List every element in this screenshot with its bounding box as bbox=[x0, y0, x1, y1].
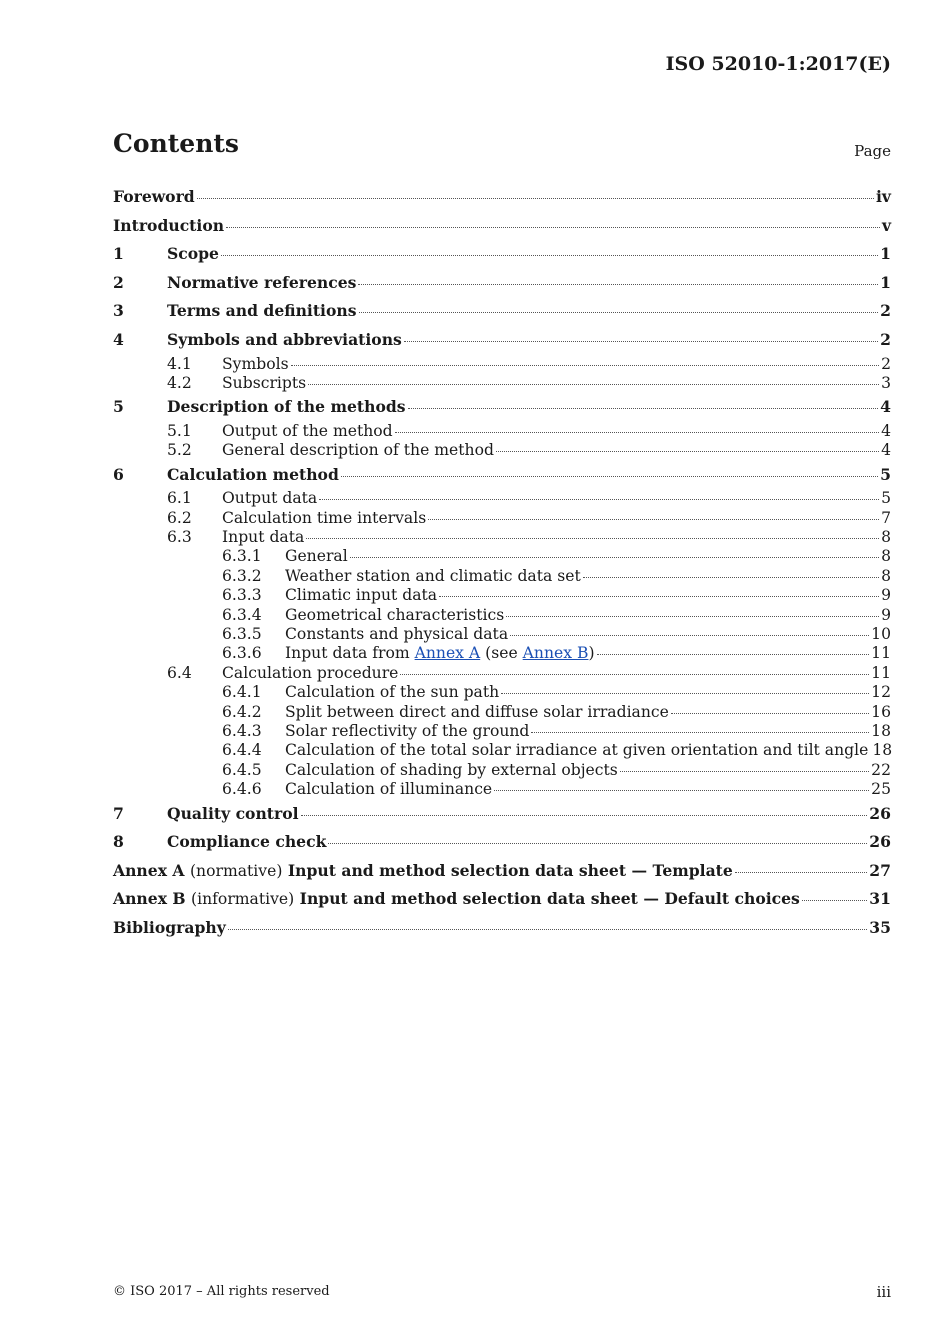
toc-entry[interactable] bbox=[113, 422, 891, 441]
toc-entry-number: 6.3.5 bbox=[222, 625, 262, 644]
toc-entry[interactable] bbox=[113, 212, 891, 241]
toc-entry[interactable] bbox=[113, 914, 891, 943]
toc-entry-title: Foreword bbox=[113, 187, 195, 206]
toc-entry[interactable] bbox=[113, 567, 891, 586]
toc-entry-title: Calculation time intervals bbox=[222, 508, 427, 527]
toc-entry-number: 7 bbox=[113, 803, 124, 823]
toc-entry[interactable] bbox=[113, 606, 891, 625]
toc-page-number: 3 bbox=[881, 373, 891, 392]
toc-page-number: 16 bbox=[871, 702, 891, 721]
toc-page-number: 1 bbox=[880, 272, 891, 292]
toc-entry-number: 6.4.5 bbox=[222, 760, 262, 779]
toc-entry-number: 1 bbox=[113, 244, 124, 264]
toc-entry[interactable] bbox=[113, 741, 891, 760]
toc-page-number: 11 bbox=[871, 663, 891, 682]
dot-leader bbox=[501, 692, 869, 694]
toc-entry-number: 6.4.1 bbox=[222, 683, 262, 702]
toc-page-number: 9 bbox=[881, 605, 891, 624]
toc-entry-title: Calculation of shading by external objects bbox=[285, 760, 618, 779]
toc-entry-title: Compliance check bbox=[167, 832, 327, 852]
toc-entry-number: 6.3.2 bbox=[222, 566, 262, 585]
toc-page-number: 26 bbox=[869, 832, 891, 852]
toc-entry-title: Normative references bbox=[167, 272, 357, 292]
toc-entry-number: 6.3.1 bbox=[222, 547, 262, 566]
toc-entry-title: Solar reflectivity of the ground bbox=[285, 722, 530, 740]
dot-leader bbox=[226, 226, 880, 228]
toc-entry-title: Output data bbox=[222, 489, 318, 508]
toc-entry[interactable] bbox=[113, 722, 891, 741]
dot-leader bbox=[404, 340, 878, 342]
toc-entry[interactable] bbox=[113, 586, 891, 605]
toc-entry-title: Input data bbox=[222, 528, 305, 547]
toc-entry[interactable] bbox=[113, 269, 891, 298]
dot-leader bbox=[428, 518, 879, 520]
dot-leader bbox=[620, 770, 869, 772]
dot-leader bbox=[359, 311, 879, 313]
toc-page-number: 5 bbox=[880, 464, 891, 484]
toc-page-number: 9 bbox=[881, 586, 891, 605]
toc-entry-number: 6.4.4 bbox=[222, 741, 262, 760]
dot-leader bbox=[228, 928, 868, 930]
toc-entry-number: 8 bbox=[113, 832, 124, 852]
annex-label: Annex B bbox=[113, 889, 186, 909]
toc-entry[interactable] bbox=[113, 703, 891, 722]
dot-leader bbox=[583, 576, 879, 578]
toc-page-number: 12 bbox=[871, 683, 891, 702]
toc-entry-number: 4 bbox=[113, 329, 124, 349]
toc-entry-number: 6.3 bbox=[167, 528, 192, 547]
annex-label: Annex A bbox=[113, 860, 185, 880]
toc-entry[interactable] bbox=[113, 528, 891, 547]
toc-page-number: 2 bbox=[880, 329, 891, 349]
toc-entry[interactable] bbox=[113, 355, 891, 374]
dot-leader bbox=[671, 712, 869, 714]
page-number: iii bbox=[876, 1283, 891, 1301]
dot-leader bbox=[328, 842, 867, 844]
toc-entry-number: 6.4.3 bbox=[222, 722, 262, 740]
toc-entry-number: 5.1 bbox=[167, 421, 192, 440]
annex-link[interactable]: Annex A bbox=[414, 644, 481, 663]
toc-entry-title: Introduction bbox=[113, 215, 225, 235]
annex-kind: (normative) bbox=[189, 861, 283, 880]
toc-entry[interactable] bbox=[113, 857, 891, 886]
toc-entry[interactable] bbox=[113, 489, 891, 508]
toc-page-number: 18 bbox=[872, 741, 893, 760]
toc-entry-title: Calculation method bbox=[167, 464, 339, 484]
toc-entry-number: 6.3.6 bbox=[222, 644, 262, 663]
toc-page-number: 4 bbox=[881, 441, 891, 460]
dot-leader bbox=[494, 789, 869, 791]
dot-leader bbox=[341, 475, 878, 477]
toc-entry[interactable] bbox=[113, 297, 891, 326]
dot-leader bbox=[221, 254, 878, 256]
page-column-label: Page bbox=[854, 142, 891, 160]
toc-entry-number: 6.4.2 bbox=[222, 702, 262, 721]
annex-link[interactable]: Annex B bbox=[522, 644, 589, 663]
toc-entry-title: Scope bbox=[167, 244, 219, 264]
toc-entry-title: Calculation of the sun path bbox=[285, 683, 500, 702]
toc-entry[interactable] bbox=[113, 644, 891, 663]
dot-leader bbox=[597, 653, 870, 655]
toc-entry-number: 6 bbox=[113, 464, 124, 484]
toc-page-number: 11 bbox=[871, 644, 891, 663]
toc-entry[interactable] bbox=[113, 780, 891, 799]
dot-leader bbox=[358, 283, 878, 285]
toc-entry[interactable] bbox=[113, 374, 891, 393]
toc-entry[interactable] bbox=[113, 683, 891, 702]
toc-page-number: 18 bbox=[871, 722, 891, 740]
dot-leader bbox=[510, 634, 869, 636]
toc-entry-title: Climatic input data bbox=[285, 586, 438, 605]
toc-entry-number: 5.2 bbox=[167, 441, 192, 460]
toc-entry-title: Weather station and climatic data set bbox=[285, 566, 581, 585]
toc-entry-title: Constants and physical data bbox=[285, 625, 509, 644]
dot-leader bbox=[496, 450, 879, 452]
toc-entry[interactable] bbox=[113, 393, 891, 422]
toc-page-number: 22 bbox=[871, 760, 891, 779]
copyright-notice: © ISO 2017 – All rights reserved bbox=[113, 1284, 330, 1299]
toc-page-number: iv bbox=[876, 187, 891, 206]
toc-entry[interactable] bbox=[113, 625, 891, 644]
dot-leader bbox=[395, 431, 879, 433]
toc-entry-title bbox=[285, 644, 595, 663]
toc-page-number: 4 bbox=[881, 421, 891, 440]
annex-title: Input and method selection data sheet — Template bbox=[287, 860, 733, 880]
toc-page-number: 26 bbox=[869, 803, 891, 823]
toc-entry-number: 2 bbox=[113, 272, 124, 292]
dot-leader bbox=[291, 364, 879, 366]
toc-entry-title: Symbols bbox=[222, 354, 289, 373]
dot-leader bbox=[306, 537, 879, 539]
toc-entry-number: 3 bbox=[113, 301, 124, 321]
toc-entry-title: Output of the method bbox=[222, 421, 393, 440]
toc-entry-number: 4.1 bbox=[167, 354, 192, 373]
toc-entry-number: 4.2 bbox=[167, 373, 192, 392]
toc-page-number: 8 bbox=[881, 566, 891, 585]
toc-entry-number: 5 bbox=[113, 397, 124, 417]
dot-leader bbox=[802, 899, 867, 901]
toc-entry-title: General description of the method bbox=[222, 441, 494, 460]
dot-leader bbox=[400, 673, 869, 675]
toc-entry[interactable] bbox=[113, 240, 891, 269]
document-id: ISO 52010-1:2017(E) bbox=[665, 53, 891, 75]
toc-entry-number: 6.4.6 bbox=[222, 780, 262, 799]
toc-page-number: 4 bbox=[880, 397, 891, 417]
toc-entry-title: Calculation procedure bbox=[222, 663, 399, 682]
dot-leader bbox=[197, 197, 874, 199]
annex-title: Input and method selection data sheet — Default choices bbox=[299, 889, 800, 909]
dot-leader bbox=[531, 731, 869, 733]
toc-entry-title: Geometrical characteristics bbox=[285, 605, 505, 624]
dot-leader bbox=[408, 407, 879, 409]
toc-entry[interactable] bbox=[113, 547, 891, 566]
toc-entry-title: Calculation of the total solar irradiance at given orientation and tilt angle bbox=[285, 741, 869, 760]
toc-entry-number: 6.2 bbox=[167, 508, 192, 527]
toc-entry-title: Bibliography bbox=[113, 917, 226, 937]
toc-title-text: (see bbox=[480, 644, 523, 663]
dot-leader bbox=[506, 615, 879, 617]
toc-page-number: 1 bbox=[880, 244, 891, 264]
toc-page-number: 7 bbox=[881, 508, 891, 527]
toc-entry[interactable] bbox=[113, 761, 891, 780]
toc-entry-title: Calculation of illuminance bbox=[285, 780, 493, 799]
toc-entry-number: 6.1 bbox=[167, 489, 192, 508]
toc-page-number: 8 bbox=[881, 528, 891, 547]
toc-title-text: ) bbox=[588, 644, 595, 663]
toc-page-number: 2 bbox=[881, 354, 891, 373]
toc-entry[interactable] bbox=[113, 441, 891, 460]
toc-page-number: 27 bbox=[869, 860, 891, 880]
toc-entry[interactable] bbox=[113, 885, 891, 914]
toc-page-number: v bbox=[881, 215, 891, 235]
toc-title-text: Input data from bbox=[285, 644, 415, 663]
toc-page-number: 35 bbox=[869, 917, 891, 937]
toc-entry-number: 6.4 bbox=[167, 663, 192, 682]
toc-entry-number: 6.3.4 bbox=[222, 605, 262, 624]
toc-entry[interactable] bbox=[113, 828, 891, 857]
toc-entry-title: Subscripts bbox=[222, 373, 307, 392]
annex-kind: (informative) bbox=[191, 890, 295, 909]
toc-entry-title: Quality control bbox=[167, 803, 299, 823]
dot-leader bbox=[308, 383, 879, 385]
toc-entry[interactable] bbox=[113, 326, 891, 355]
toc-entry-title: Split between direct and diffuse solar irradiance bbox=[285, 702, 669, 721]
dot-leader bbox=[439, 595, 879, 597]
toc-entry-title: Symbols and abbreviations bbox=[167, 329, 402, 349]
toc-entry[interactable] bbox=[113, 800, 891, 829]
toc-entry-number: 6.3.3 bbox=[222, 586, 262, 605]
table-of-contents bbox=[113, 183, 891, 943]
toc-page-number: 10 bbox=[871, 625, 891, 644]
toc-page-number: 25 bbox=[871, 780, 891, 799]
toc-entry-title: Terms and definitions bbox=[167, 301, 357, 321]
toc-entry-title: Description of the methods bbox=[167, 397, 406, 417]
toc-page-number: 31 bbox=[869, 889, 891, 909]
toc-entry[interactable] bbox=[113, 509, 891, 528]
toc-page-number: 5 bbox=[881, 489, 891, 508]
dot-leader bbox=[301, 814, 868, 816]
dot-leader bbox=[350, 556, 879, 558]
dot-leader bbox=[735, 871, 867, 873]
toc-entry[interactable] bbox=[113, 461, 891, 490]
toc-entry-title: General bbox=[285, 547, 348, 566]
contents-title: Contents bbox=[113, 129, 240, 158]
dot-leader bbox=[319, 498, 879, 500]
toc-entry[interactable] bbox=[113, 664, 891, 683]
toc-entry[interactable] bbox=[113, 183, 891, 212]
toc-page-number: 8 bbox=[881, 547, 891, 566]
toc-page-number: 2 bbox=[880, 301, 891, 321]
